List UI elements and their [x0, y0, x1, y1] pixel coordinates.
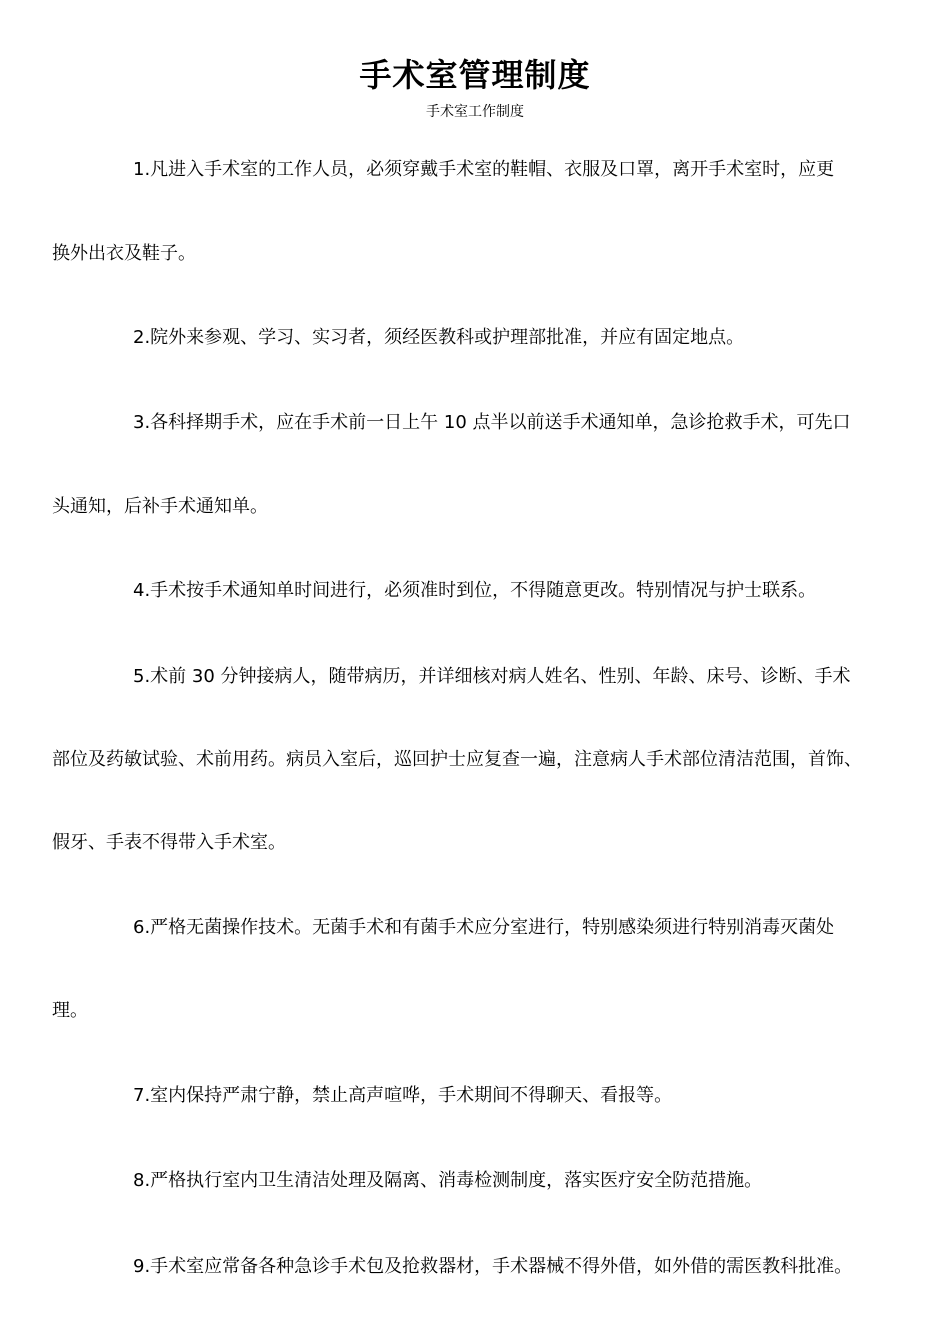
- rule-3-line-2: 头通知，后补手术通知单。: [52, 496, 268, 517]
- rule-1-line-2: 换外出衣及鞋子。: [52, 243, 196, 264]
- rule-4-line-1: 4.手术按手术通知单时间进行，必须准时到位，不得随意更改。特别情况与护士联系。: [133, 580, 817, 601]
- rule-5-line-1: 5.术前 30 分钟接病人，随带病历，并详细核对病人姓名、性别、年龄、床号、诊断、手术: [133, 666, 851, 687]
- rule-2-line-1: 2.院外来参观、学习、实习者，须经医教科或护理部批准，并应有固定地点。: [133, 327, 745, 348]
- rule-3-line-1: 3.各科择期手术，应在手术前一日上午 10 点半以前送手术通知单，急诊抢救手术，可先口: [133, 412, 851, 433]
- rule-5-line-2: 部位及药敏试验、术前用药。病员入室后，巡回护士应复查一遍，注意病人手术部位清洁范围，首饰、: [52, 749, 862, 770]
- rule-8-line-1: 8.严格执行室内卫生清洁处理及隔离、消毒检测制度，落实医疗安全防范措施。: [133, 1170, 763, 1191]
- rule-6-line-1: 6.严格无菌操作技术。无菌手术和有菌手术应分室进行，特别感染须进行特别消毒灭菌处: [133, 917, 835, 938]
- document-title: 手术室管理制度: [359, 56, 591, 94]
- rule-7-line-1: 7.室内保持严肃宁静，禁止高声喧哗，手术期间不得聊天、看报等。: [133, 1085, 673, 1106]
- rule-5-line-3: 假牙、手表不得带入手术室。: [52, 832, 286, 853]
- document-subtitle: 手术室工作制度: [426, 104, 524, 120]
- rule-6-line-2: 理。: [52, 1000, 88, 1021]
- rule-1-line-1: 1.凡进入手术室的工作人员，必须穿戴手术室的鞋帽、衣服及口罩，离开手术室时，应更: [133, 159, 835, 180]
- rule-9-line-1: 9.手术室应常备各种急诊手术包及抢救器材，手术器械不得外借，如外借的需医教科批准。: [133, 1256, 853, 1277]
